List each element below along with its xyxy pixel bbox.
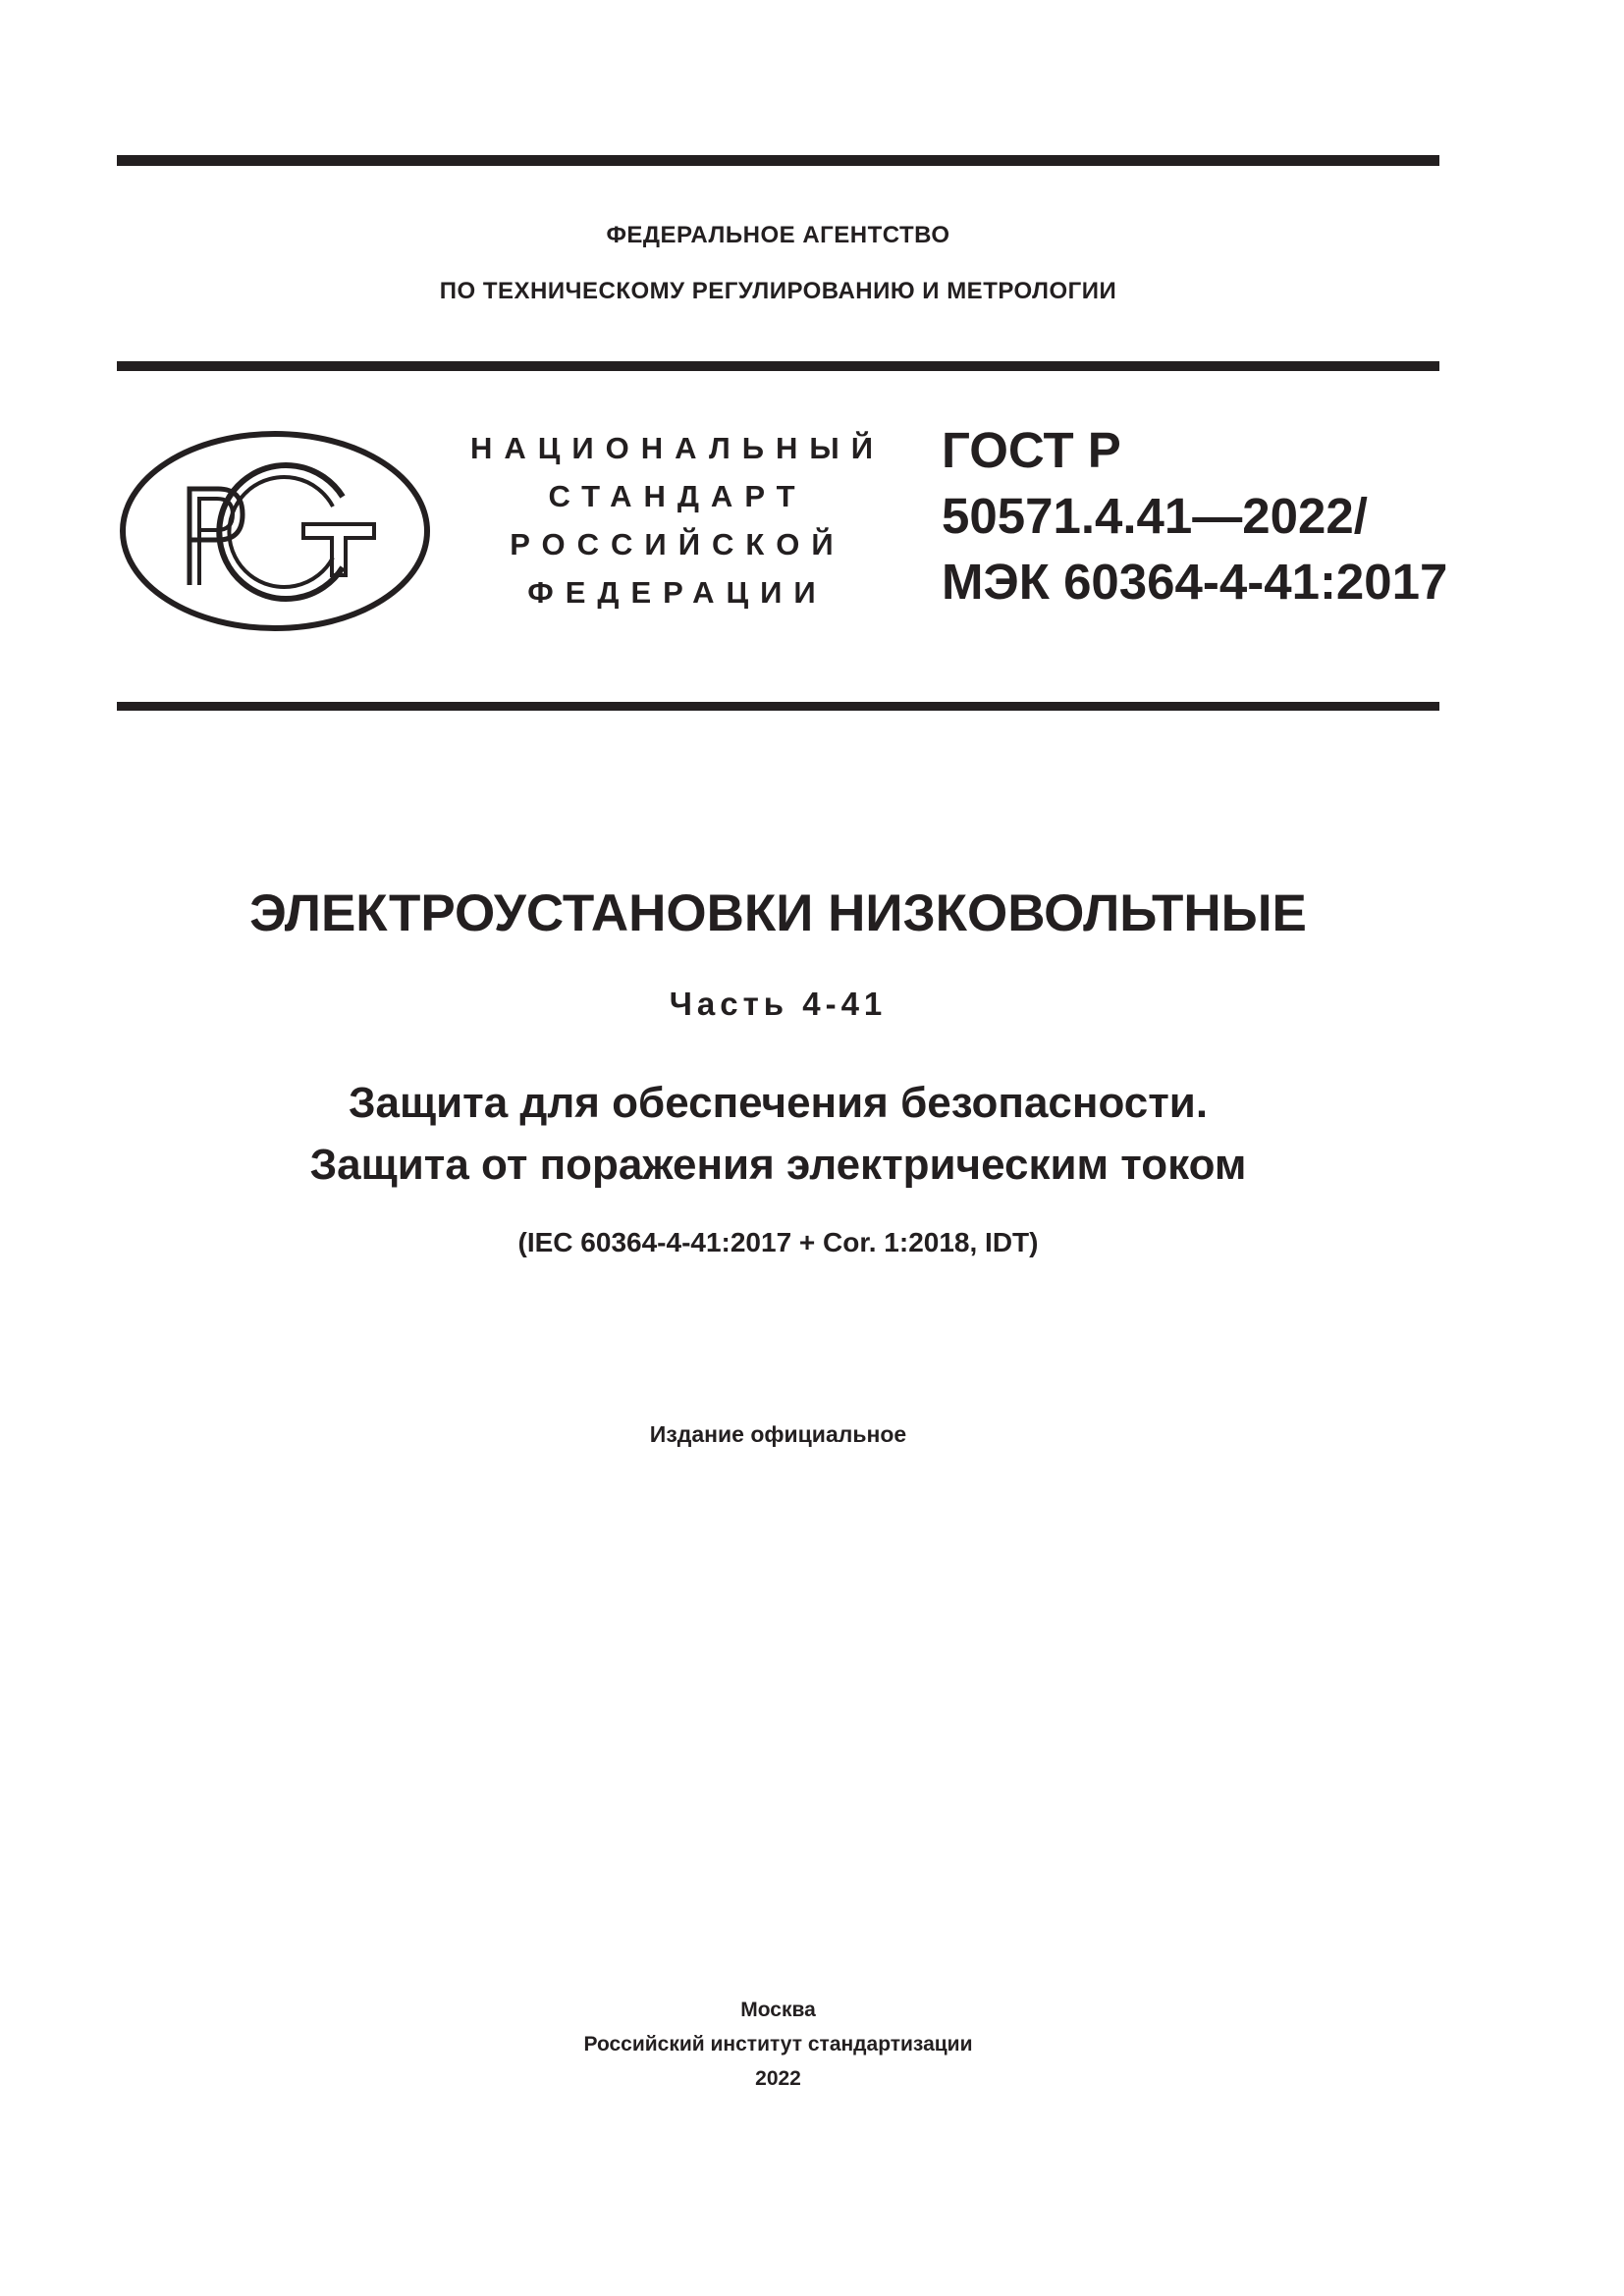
designation-divider-rule	[117, 702, 1439, 711]
designation-line: МЭК 60364-4-41:2017	[942, 554, 1448, 610]
document-title: ЭЛЕКТРОУСТАНОВКИ НИЗКОВОЛЬТНЫЕ	[249, 884, 1307, 942]
agency-name-line-2: ПО ТЕХНИЧЕСКОМУ РЕГУЛИРОВАНИЮ И МЕТРОЛОГИИ	[439, 278, 1117, 304]
national-standard-label	[461, 424, 893, 616]
subtitle-line: Защита от поражения электрическим током	[309, 1141, 1247, 1189]
designation-line: ГОСТ Р	[942, 422, 1121, 478]
national-line: СТАНДАРТ	[548, 479, 807, 513]
national-line: ФЕДЕРАЦИИ	[527, 575, 828, 610]
header-divider-rule	[117, 361, 1439, 371]
subtitle-line: Защита для обеспечения безопасности.	[348, 1079, 1209, 1127]
rst-certification-mark-icon	[117, 428, 433, 634]
publisher-imprint	[0, 1993, 1556, 2096]
iec-reference: (IEC 60364-4-41:2017 + Cor. 1:2018, IDT)	[517, 1227, 1039, 1257]
agency-name-line-1: ФЕДЕРАЛЬНОЕ АГЕНТСТВО	[606, 222, 950, 248]
standard-designation	[942, 417, 1452, 614]
document-subtitle	[0, 1072, 1556, 1196]
imprint-year: 2022	[755, 2067, 801, 2090]
designation-line: 50571.4.41—2022/	[942, 488, 1368, 544]
imprint-city: Москва	[740, 1999, 816, 2021]
top-rule	[117, 155, 1439, 166]
national-line: РОССИЙСКОЙ	[510, 527, 845, 561]
edition-label: Издание официальное	[649, 1421, 907, 1447]
imprint-publisher: Российский институт стандартизации	[583, 2033, 973, 2056]
national-line: НАЦИОНАЛЬНЫЙ	[469, 431, 886, 465]
document-part: Часть 4-41	[669, 986, 888, 1022]
